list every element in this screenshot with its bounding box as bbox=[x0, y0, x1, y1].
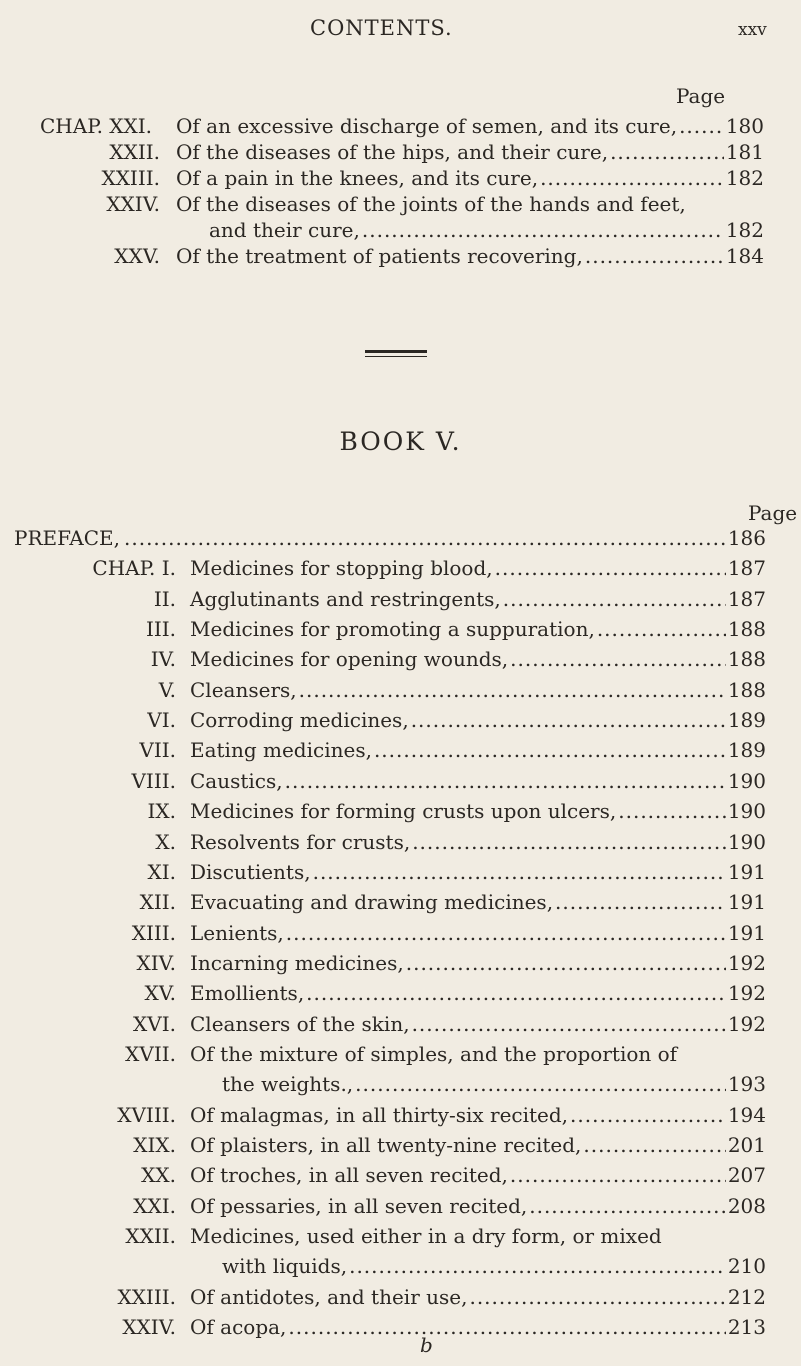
toc-entry bbox=[0, 799, 801, 833]
entry-page-number: 192 bbox=[727, 981, 766, 1006]
entry-page-number: 191 bbox=[727, 920, 766, 945]
page-column-label: Page bbox=[676, 84, 726, 108]
chapter-label: IV. bbox=[150, 647, 176, 672]
entry-title: Eating medicines, bbox=[190, 738, 372, 763]
chapter-label: XXV. bbox=[114, 244, 160, 268]
dot-leader bbox=[610, 140, 724, 164]
chapter-label: XIII. bbox=[131, 920, 176, 945]
entry-page-number: 193 bbox=[727, 1072, 766, 1097]
entry-title: Evacuating and drawing medicines, bbox=[190, 890, 554, 915]
entry-title: Of the treatment of patients recovering, bbox=[176, 244, 583, 268]
entry-page-number: 208 bbox=[727, 1193, 766, 1218]
dot-leader bbox=[286, 921, 726, 945]
dot-leader bbox=[679, 114, 724, 138]
entry-page-number: 188 bbox=[727, 647, 766, 672]
dot-leader bbox=[412, 830, 726, 854]
entry-page-number: 191 bbox=[727, 859, 766, 884]
chapter-label: V. bbox=[158, 677, 176, 702]
entry-title: Of troches, in all seven recited, bbox=[190, 1163, 508, 1188]
toc-entry bbox=[0, 890, 801, 924]
dot-leader bbox=[349, 1254, 726, 1278]
entry-title: Of acopa, bbox=[190, 1315, 287, 1340]
entry-page-number: 201 bbox=[727, 1133, 766, 1157]
chapter-label: XX. bbox=[141, 1163, 176, 1188]
toc-entry bbox=[0, 738, 801, 772]
entry-title: Corroding medicines, bbox=[190, 708, 409, 733]
entry-title: Of a pain in the knees, and its cure, bbox=[176, 166, 539, 190]
entry-title: Of an excessive discharge of semen, and its cure, bbox=[176, 114, 678, 138]
chapter-label: PREFACE, bbox=[14, 526, 120, 550]
toc-entry bbox=[0, 617, 801, 651]
entry-title: Resolvents for crusts, bbox=[190, 829, 411, 854]
dot-leader bbox=[299, 678, 726, 702]
chapter-label: VI. bbox=[147, 708, 176, 733]
entry-title: Medicines for stopping blood, bbox=[190, 556, 493, 581]
entry-page-number: 191 bbox=[727, 890, 766, 915]
entry-title: Of the diseases of the hips, and their cure, bbox=[176, 140, 609, 164]
dot-leader bbox=[374, 738, 726, 762]
entry-title: Medicines for promoting a suppuration, bbox=[190, 617, 595, 642]
chapter-label: XXIV. bbox=[122, 1315, 176, 1340]
chapter-label: IX. bbox=[147, 799, 176, 824]
toc-entry bbox=[0, 1285, 801, 1319]
toc-entry bbox=[0, 1163, 801, 1197]
toc-entry bbox=[0, 1224, 801, 1258]
dot-leader bbox=[583, 1133, 725, 1157]
dot-leader bbox=[313, 860, 726, 884]
toc-entry bbox=[0, 526, 801, 560]
header-title: CONTENTS. bbox=[310, 16, 453, 40]
dot-leader bbox=[510, 1163, 726, 1187]
chapter-label: XVI. bbox=[133, 1011, 176, 1036]
chapter-label: XII. bbox=[139, 890, 176, 915]
page-column-label: Page bbox=[748, 501, 798, 525]
chapter-label: CHAP. I. bbox=[92, 556, 176, 581]
chapter-label: XXI. bbox=[133, 1193, 176, 1218]
entry-title: Emollients, bbox=[190, 981, 305, 1006]
entry-page-number: 212 bbox=[727, 1284, 766, 1309]
dot-leader bbox=[362, 218, 724, 242]
entry-page-number: 184 bbox=[725, 244, 764, 268]
chapter-label: XI. bbox=[147, 859, 176, 884]
toc-entry bbox=[0, 556, 801, 590]
toc-entry bbox=[0, 1012, 801, 1046]
dot-leader bbox=[503, 587, 726, 611]
entry-page-number: 180 bbox=[725, 114, 764, 138]
entry-title: Of plaisters, in all twenty-nine recited, bbox=[190, 1133, 582, 1157]
chapter-label: XXIII. bbox=[101, 166, 160, 190]
entry-title: Of antidotes, and their use, bbox=[190, 1284, 468, 1309]
toc-entry bbox=[0, 830, 801, 864]
dot-leader bbox=[618, 799, 726, 823]
dot-leader bbox=[495, 556, 726, 580]
entry-title: Medicines for forming crusts upon ulcers, bbox=[190, 799, 617, 824]
toc-entry bbox=[0, 769, 801, 803]
entry-title: Discutients, bbox=[190, 859, 311, 884]
entry-title: the weights., bbox=[222, 1072, 354, 1097]
entry-page-number: 194 bbox=[727, 1102, 766, 1127]
chapter-label: VIII. bbox=[131, 768, 176, 793]
dot-leader bbox=[306, 981, 726, 1005]
chapter-label: X. bbox=[155, 829, 176, 854]
entry-title: with liquids, bbox=[222, 1254, 348, 1279]
entry-title: Agglutinants and restringents, bbox=[190, 586, 501, 611]
toc-entry bbox=[0, 1103, 801, 1137]
entry-page-number: 188 bbox=[727, 617, 766, 642]
chapter-label: VII. bbox=[139, 738, 176, 763]
toc-entry bbox=[0, 951, 801, 985]
toc-entry bbox=[0, 244, 801, 278]
chapter-label: XXII. bbox=[109, 140, 160, 164]
dot-leader bbox=[555, 890, 726, 914]
toc-entry bbox=[0, 708, 801, 742]
toc-entry bbox=[0, 1315, 801, 1349]
chapter-label: XVII. bbox=[125, 1041, 176, 1066]
entry-page-number: 187 bbox=[727, 586, 766, 611]
chapter-label: XXIII. bbox=[117, 1284, 176, 1309]
dot-leader bbox=[124, 526, 726, 550]
toc-entry bbox=[0, 587, 801, 621]
toc-entry bbox=[0, 678, 801, 712]
entry-title: Medicines, used either in a dry form, or mixed bbox=[190, 1224, 662, 1249]
dot-leader bbox=[540, 166, 724, 190]
toc-entry bbox=[0, 860, 801, 894]
toc-entry bbox=[0, 921, 801, 955]
dot-leader bbox=[406, 951, 726, 975]
toc-entry bbox=[0, 1254, 801, 1288]
chapter-label: XXIV. bbox=[106, 192, 160, 216]
dot-leader bbox=[355, 1072, 726, 1096]
section-divider bbox=[365, 350, 427, 353]
entry-page-number: 189 bbox=[727, 738, 766, 763]
entry-title: Caustics, bbox=[190, 768, 283, 793]
entry-page-number: 213 bbox=[727, 1315, 766, 1340]
entry-page-number: 192 bbox=[727, 1011, 766, 1036]
dot-leader bbox=[570, 1103, 726, 1127]
chapter-label: XIV. bbox=[136, 950, 176, 975]
dot-leader bbox=[529, 1194, 726, 1218]
entry-title: Cleansers, bbox=[190, 677, 297, 702]
book-title: BOOK V. bbox=[339, 427, 462, 456]
entry-page-number: 189 bbox=[727, 708, 766, 733]
toc-entry bbox=[0, 647, 801, 681]
entry-page-number: 181 bbox=[725, 140, 764, 164]
entry-title: Of the diseases of the joints of the hands and feet, bbox=[176, 192, 686, 216]
chapter-label: XV. bbox=[144, 981, 176, 1006]
entry-page-number: 187 bbox=[727, 556, 766, 581]
entry-page-number: 190 bbox=[727, 799, 766, 824]
toc-entry bbox=[0, 1042, 801, 1076]
entry-page-number: 207 bbox=[727, 1163, 766, 1188]
signature-mark: b bbox=[420, 1333, 433, 1357]
entry-title: Of the mixture of simples, and the proportion of bbox=[190, 1041, 678, 1066]
entry-title: Medicines for opening wounds, bbox=[190, 647, 509, 672]
chapter-label: CHAP. XXI. bbox=[40, 114, 153, 138]
chapter-label: XIX. bbox=[133, 1133, 176, 1157]
dot-leader bbox=[597, 617, 726, 641]
entry-title: Lenients, bbox=[190, 920, 284, 945]
entry-page-number: 210 bbox=[727, 1254, 766, 1279]
toc-entry bbox=[0, 1072, 801, 1106]
entry-page-number: 186 bbox=[727, 526, 766, 550]
entry-page-number: 182 bbox=[725, 166, 764, 190]
dot-leader bbox=[585, 244, 724, 268]
chapter-label: XVIII. bbox=[117, 1102, 176, 1127]
section-divider-thin bbox=[365, 356, 427, 357]
entry-page-number: 190 bbox=[727, 768, 766, 793]
dot-leader bbox=[469, 1285, 725, 1309]
dot-leader bbox=[285, 769, 726, 793]
entry-page-number: 192 bbox=[727, 950, 766, 975]
entry-title: and their cure, bbox=[209, 218, 360, 242]
entry-title: Of malagmas, in all thirty-six recited, bbox=[190, 1102, 569, 1127]
chapter-label: II. bbox=[153, 586, 176, 611]
entry-page-number: 188 bbox=[727, 677, 766, 702]
entry-title: Of pessaries, in all seven recited, bbox=[190, 1193, 528, 1218]
toc-entry bbox=[0, 981, 801, 1015]
dot-leader bbox=[411, 708, 726, 732]
dot-leader bbox=[510, 647, 726, 671]
entry-title: Cleansers of the skin, bbox=[190, 1011, 410, 1036]
header-page-numeral: xxv bbox=[738, 20, 767, 40]
dot-leader bbox=[412, 1012, 726, 1036]
dot-leader bbox=[288, 1315, 725, 1339]
entry-page-number: 182 bbox=[725, 218, 764, 242]
toc-entry bbox=[0, 1194, 801, 1228]
entry-page-number: 190 bbox=[727, 829, 766, 854]
entry-title: Incarning medicines, bbox=[190, 950, 404, 975]
chapter-label: III. bbox=[145, 617, 176, 642]
chapter-label: XXII. bbox=[125, 1224, 176, 1249]
toc-entry bbox=[0, 1133, 801, 1167]
